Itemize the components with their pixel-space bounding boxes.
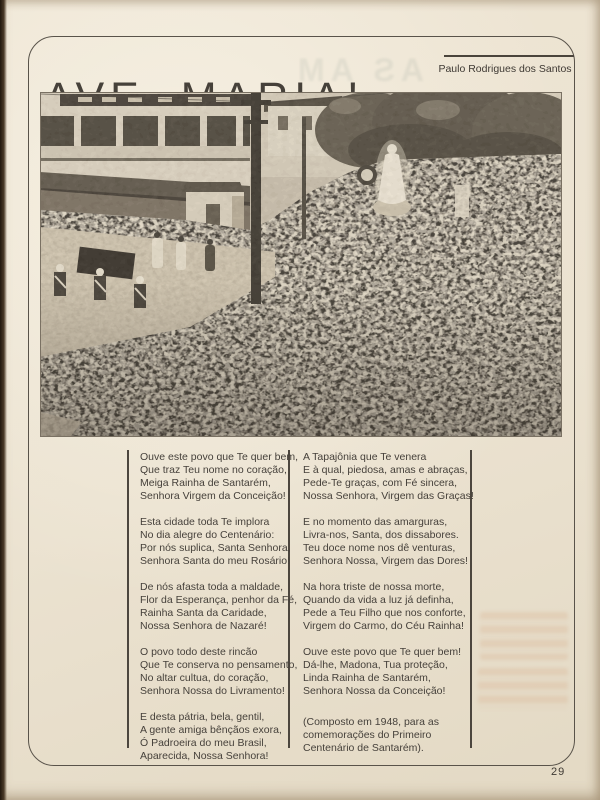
poem-line: Senhora Virgem da Conceição! — [140, 490, 286, 502]
poem-line: Pede-Te graças, com Fé sincera, — [303, 477, 458, 489]
poem-line: Nossa Senhora, Virgem das Graças! — [303, 490, 474, 502]
poem-line: A Tapajônia que Te venera — [303, 451, 427, 463]
poem-line: De nós afasta toda a maldade, — [140, 581, 284, 593]
poem-line: Livra-nos, Santa, dos dissabores. — [303, 529, 459, 541]
poem-stanza — [140, 581, 298, 633]
poem-line: Esta cidade toda Te implora — [140, 516, 270, 528]
poem-line: Teu doce nome nos dê venturas, — [303, 542, 456, 554]
poem-stanza — [140, 646, 298, 698]
poem-line: A gente amiga bênçãos exora, — [140, 724, 282, 736]
poem-line: Que traz Teu nome no coração, — [140, 464, 287, 476]
poem-stanza — [303, 451, 473, 503]
poem-line: Senhora Nossa, Virgem das Dores! — [303, 555, 468, 567]
note-line: Centenário de Santarém). — [303, 742, 424, 754]
note-line: comemorações do Primeiro — [303, 729, 432, 741]
poem-column-left — [140, 451, 298, 776]
poem-line: No altar cultua, do coração, — [140, 672, 269, 684]
poem-stanza — [303, 581, 473, 633]
poem-rule-left — [127, 450, 129, 748]
author-byline: Paulo Rodrigues dos Santos — [438, 63, 572, 75]
poem-line: Ouve este povo que Te quer bem, — [140, 451, 298, 463]
poem-stanza — [303, 516, 473, 568]
poem-line: Senhora Santa do meu Rosário! — [140, 555, 291, 567]
showthrough-ghost-block — [478, 668, 568, 710]
poem-stanza — [303, 646, 473, 698]
poem-line: Senhora Nossa da Conceição! — [303, 685, 446, 697]
poem-stanza — [140, 516, 290, 568]
showthrough-ghost-block — [480, 612, 568, 660]
poem-stanza — [140, 451, 298, 503]
poem-line: Por nós suplica, Santa Senhora, — [140, 542, 291, 554]
procession-photo — [40, 92, 562, 437]
poem-line: Aparecida, Nossa Senhora! — [140, 750, 269, 762]
poem-line: Rainha Santa da Caridade, — [140, 607, 267, 619]
poem-line: O povo todo deste rincão — [140, 646, 258, 658]
poem-line: Senhora Nossa do Livramento! — [140, 685, 285, 697]
poem-line: No dia alegre do Centenário: — [140, 529, 275, 541]
poem-line: Ouve este povo que Te quer bem! — [303, 646, 461, 658]
poem-line: Pede a Teu Filho que nos conforte, — [303, 607, 466, 619]
poem-line: Quando da vida a luz já definha, — [303, 594, 454, 606]
poem-line: Linda Rainha de Santarém, — [303, 672, 431, 684]
poem-column-right — [303, 451, 473, 755]
showthrough-ghost-text: AS AM — [292, 52, 424, 88]
poem-line: Flor da Esperança, penhor da Fé, — [140, 594, 298, 606]
poem-line: Meiga Rainha de Santarém, — [140, 477, 271, 489]
poem-line: Na hora triste de nossa morte, — [303, 581, 445, 593]
poem-line: Virgem do Carmo, do Céu Rainha! — [303, 620, 464, 632]
poem-line: E à qual, piedosa, amas e abraças, — [303, 464, 468, 476]
page-number: 29 — [551, 766, 566, 778]
poem-line: Que Te conserva no pensamento, — [140, 659, 298, 671]
note-line: (Composto em 1948, para as — [303, 716, 439, 728]
composition-note — [303, 716, 473, 755]
poem-line: Dá-lhe, Madona, Tua proteção, — [303, 659, 448, 671]
poem-line: E desta pátria, bela, gentil, — [140, 711, 265, 723]
scan-gutter-edge — [0, 0, 7, 800]
byline-rule — [444, 55, 574, 57]
poem-line: E no momento das amarguras, — [303, 516, 448, 528]
poem-line: Nossa Senhora de Nazaré! — [140, 620, 267, 632]
poem-stanza — [140, 711, 290, 763]
poem-right-stanzas — [303, 451, 473, 698]
poem-line: Ó Padroeira do meu Brasil, — [140, 737, 267, 749]
